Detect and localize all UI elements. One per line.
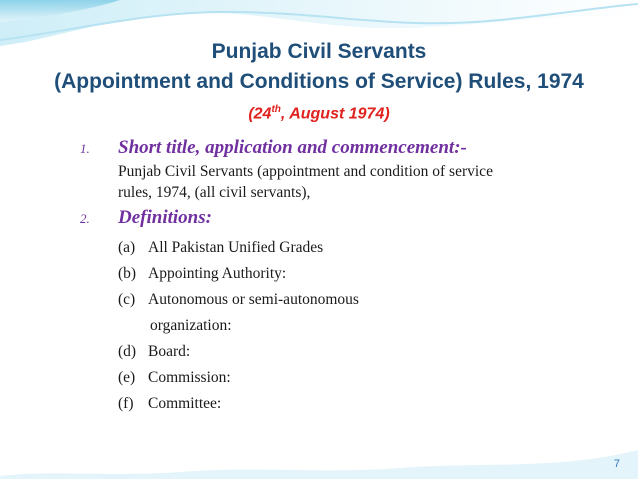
section-1-heading [80, 137, 467, 160]
title-line-2: (Appointment and Conditions of Service) Rules, 1974 [54, 70, 584, 93]
bottom-wave [0, 450, 638, 479]
definition-item: (d) Board: [118, 343, 191, 360]
definition-item: (a) All Pakistan Unified Grades [118, 239, 324, 256]
definition-item-continuation: organization: [150, 317, 232, 334]
definition-item: (b) Appointing Authority: [118, 265, 287, 282]
definition-item: (f) Committee: [118, 395, 222, 412]
section-1-text-line-1: Punjab Civil Servants (appointment and condition of service [118, 163, 493, 180]
section-1-title: Short title, application and commencement:- [118, 137, 467, 158]
title-line-1: Punjab Civil Servants [211, 40, 427, 63]
section-1-number: 1. [80, 141, 90, 156]
page-number: 7 [613, 458, 620, 470]
date-line: (24th, August 1974) [248, 104, 390, 123]
section-1-text-line-2: rules, 1974, (all civil servants), [118, 184, 311, 201]
section-2-heading [80, 207, 212, 230]
definition-item: (e) Commission: [118, 369, 231, 386]
definition-item: (c) Autonomous or semi-autonomous [118, 291, 359, 308]
section-2-number: 2. [80, 211, 90, 226]
section-2-title: Definitions: [118, 207, 212, 228]
